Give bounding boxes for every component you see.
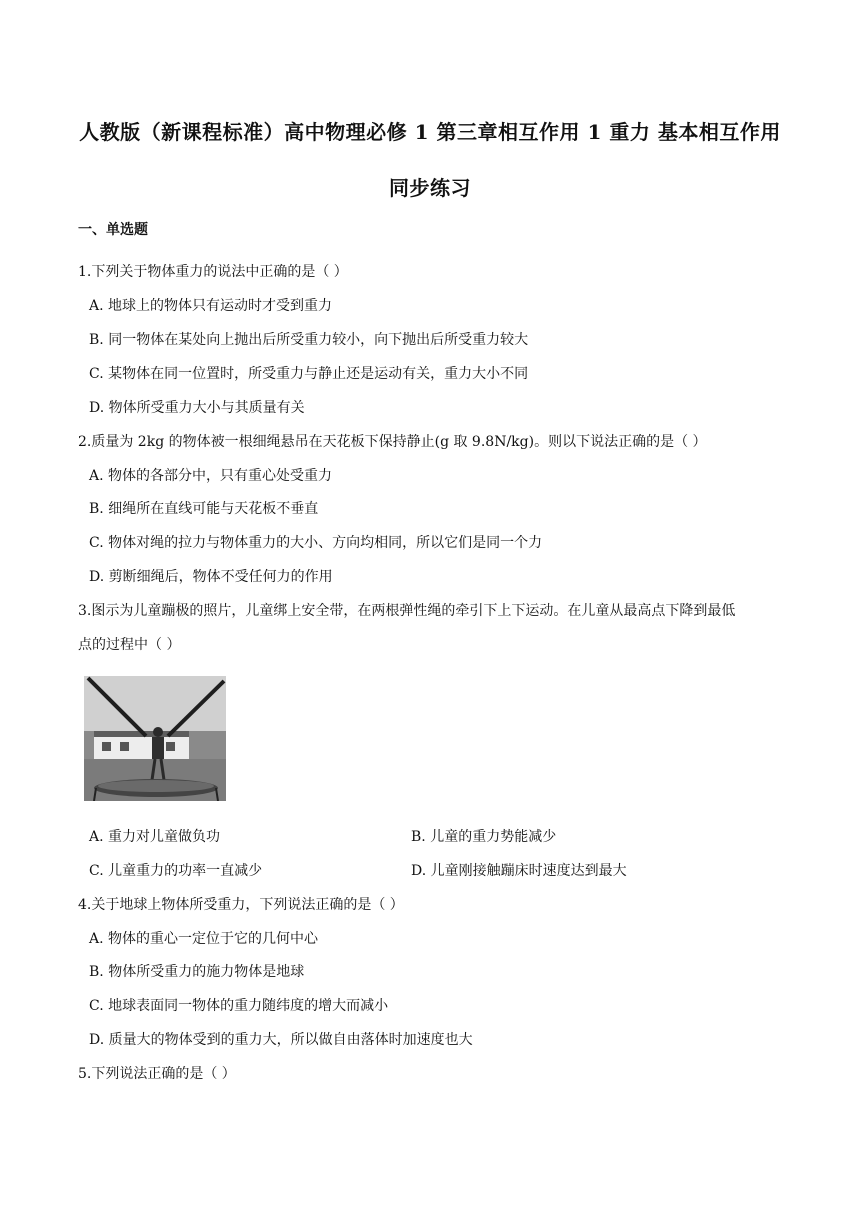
question-5-stem: 5.下列说法正确的是（ ） [78,1066,236,1082]
question-1-option-d: D. 物体所受重力大小与其质量有关 [89,400,305,416]
question-2-option-d: D. 剪断细绳后，物体不受任何力的作用 [89,569,333,585]
section-heading: 一、单选题 [78,222,148,238]
question-4-option-d: D. 质量大的物体受到的重力大，所以做自由落体时加速度也大 [89,1032,473,1048]
bungee-trampoline-photo [84,676,226,801]
question-1-option-a: A. 地球上的物体只有运动时才受到重力 [89,298,333,314]
question-4-option-a: A. 物体的重心一定位于它的几何中心 [89,931,319,947]
question-1-option-c: C. 某物体在同一位置时，所受重力与静止还是运动有关，重力大小不同 [89,366,529,382]
question-3-stem-line2: 点的过程中（ ） [78,637,181,653]
question-3-option-b: B. 儿童的重力势能减少 [411,829,557,845]
question-1-stem: 1.下列关于物体重力的说法中正确的是（ ） [78,264,348,280]
question-4-option-b: B. 物体所受重力的施力物体是地球 [89,964,305,980]
question-3-option-a: A. 重力对儿童做负功 [89,829,221,845]
question-3-option-d: D. 儿童刚接触蹦床时速度达到最大 [411,863,627,879]
question-3-stem-line1: 3.图示为儿童蹦极的照片，儿童绑上安全带，在两根弹性绳的牵引下上下运动。在儿童从最高点下降到最低 [78,603,736,619]
question-2-option-b: B. 细绳所在直线可能与天花板不垂直 [89,501,319,517]
question-4-stem: 4.关于地球上物体所受重力，下列说法正确的是（ ） [78,897,404,913]
question-1-option-b: B. 同一物体在某处向上抛出后所受重力较小，向下抛出后所受重力较大 [89,332,529,348]
question-4-option-c: C. 地球表面同一物体的重力随纬度的增大而减小 [89,998,389,1014]
question-2-stem: 2.质量为 2kg 的物体被一根细绳悬吊在天花板下保持静止(g 取 9.8N/kg)。则以下说法正确的是（ ） [78,434,707,450]
question-2-option-a: A. 物体的各部分中，只有重心处受重力 [89,468,333,484]
document-title-line1: 人教版（新课程标准）高中物理必修 1 第三章相互作用 1 重力 基本相互作用 [79,120,781,144]
document-title-line2: 同步练习 [389,176,471,200]
question-2-option-c: C. 物体对绳的拉力与物体重力的大小、方向均相同，所以它们是同一个力 [89,535,543,551]
question-3-option-c: C. 儿童重力的功率一直减少 [89,863,263,879]
